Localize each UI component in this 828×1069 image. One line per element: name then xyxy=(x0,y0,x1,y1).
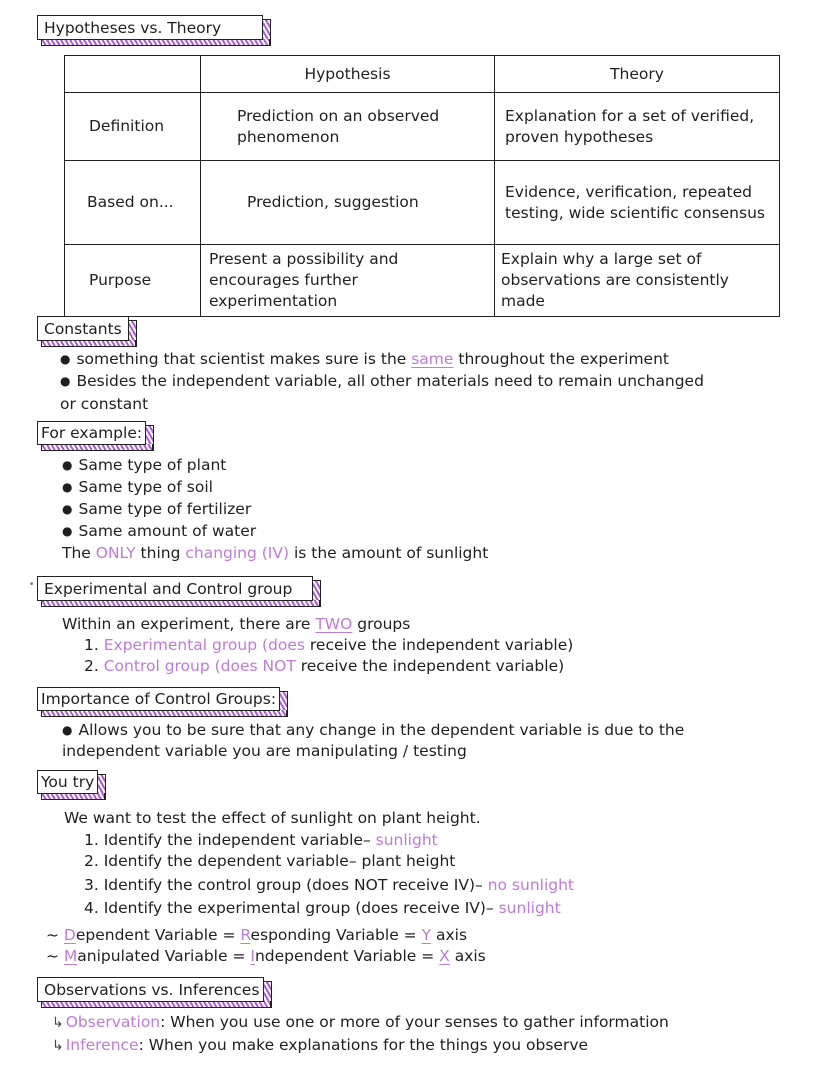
text: is the amount of sunlight xyxy=(289,544,489,562)
row-theory-cell: Explanation for a set of verified, proven hypotheses xyxy=(495,93,780,161)
text: anipulated Variable = xyxy=(77,947,251,965)
margin-mark: • xyxy=(29,580,35,590)
row-hypothesis-cell: Prediction, suggestion xyxy=(201,161,495,245)
text: : When you use one or more of your senses to gather information xyxy=(160,1013,669,1031)
table-header-row xyxy=(65,56,780,93)
group-item-control xyxy=(84,655,564,677)
table-row xyxy=(65,93,780,161)
text: 4. Identify the experimental group (does receive IV)– xyxy=(84,899,499,917)
row-hypothesis-cell: Present a possibility and encourages further experimentation xyxy=(201,245,495,317)
row-label: Definition xyxy=(65,93,201,161)
text: 3. Identify the control group (does NOT receive IV)– xyxy=(84,876,488,894)
heading-constants xyxy=(37,316,129,341)
step-item xyxy=(84,874,574,896)
heading-text: Experimental and Control group xyxy=(44,580,293,598)
highlight-text: Experimental group (does xyxy=(103,636,305,654)
heading-text: Constants xyxy=(44,320,122,338)
importance-bullet-cont: independent variable you are manipulating / testing xyxy=(62,742,467,760)
highlight-text: Observation xyxy=(65,1013,161,1031)
highlight-text: X xyxy=(439,947,450,965)
constants-bullet-2-cont: or constant xyxy=(60,395,149,413)
manipulated-variable-line: ~ Manipulated Variable = Independent Variable = X axis xyxy=(46,947,486,965)
step-item: 2. Identify the dependent variable– plant height xyxy=(84,852,456,870)
text: throughout the experiment xyxy=(453,350,669,368)
highlight-text: sunlight xyxy=(498,899,561,917)
highlight-text: sunlight xyxy=(375,831,438,849)
heading-text: For example: xyxy=(41,424,143,442)
curved-arrow-icon: ↳ xyxy=(52,1038,64,1054)
list-item: ● Same amount of water xyxy=(62,520,256,543)
highlight-text: I xyxy=(250,947,255,965)
constants-bullet-2: ● Besides the independent variable, all other materials need to remain unchanged xyxy=(60,370,704,393)
heading-text: Observations vs. Inferences xyxy=(44,981,260,999)
importance-bullet: ● Allows you to be sure that any change in the dependent variable is due to the xyxy=(62,719,684,742)
heading-text: Importance of Control Groups: xyxy=(41,690,277,708)
text: ependent Variable = xyxy=(75,926,241,944)
dependent-variable-line: ~ Dependent Variable = Responding Variable = Y axis xyxy=(46,926,468,944)
text: ndependent Variable = xyxy=(254,947,440,965)
highlight-text: Y xyxy=(421,926,432,944)
step-item xyxy=(84,829,438,851)
text: something that scientist makes sure is the xyxy=(76,350,412,368)
constants-bullet-1 xyxy=(60,348,669,371)
text: Within an experiment, there are xyxy=(62,615,316,633)
highlight-text: R xyxy=(240,926,251,944)
highlight-text: changing (IV) xyxy=(185,544,290,562)
groups-intro xyxy=(62,613,410,635)
item-number: 2. xyxy=(84,657,99,675)
text: groups xyxy=(352,615,411,633)
only-variable-line xyxy=(62,542,488,564)
observation-definition xyxy=(52,1011,669,1034)
table-row xyxy=(65,161,780,245)
highlight-text: TWO xyxy=(315,615,353,633)
comparison-table xyxy=(64,55,780,317)
highlight-text: same xyxy=(411,350,454,368)
highlight-text: no sunlight xyxy=(487,876,574,894)
row-theory-cell: Evidence, verification, repeated testing, wide scientific consensus xyxy=(495,161,780,245)
inference-definition xyxy=(52,1034,588,1057)
heading-text: You try xyxy=(41,773,95,791)
list-item: ● Same type of soil xyxy=(62,476,213,499)
heading-you-try xyxy=(37,770,98,794)
text: axis xyxy=(431,926,468,944)
heading-hypotheses-vs-theory xyxy=(37,15,263,40)
table-row xyxy=(65,245,780,317)
row-label: Purpose xyxy=(65,245,201,317)
highlight-text: D xyxy=(63,926,76,944)
list-item: ● Same type of fertilizer xyxy=(62,498,251,521)
row-theory-cell: Explain why a large set of observations are consistently made xyxy=(495,245,780,317)
heading-experimental-control xyxy=(37,576,313,601)
highlight-text: M xyxy=(63,947,78,965)
curved-arrow-icon: ↳ xyxy=(52,1015,64,1031)
table-corner-cell xyxy=(65,56,201,93)
heading-importance xyxy=(37,687,280,711)
text: The xyxy=(62,544,96,562)
table-header-hypothesis: Hypothesis xyxy=(201,56,495,93)
text: thing xyxy=(135,544,186,562)
group-item-experimental xyxy=(84,634,573,656)
text: receive the independent variable) xyxy=(295,657,565,675)
highlight-text: Control group (does NOT xyxy=(103,657,296,675)
list-item: ● Same type of plant xyxy=(62,454,226,477)
you-try-intro: We want to test the effect of sunlight on plant height. xyxy=(64,809,481,827)
highlight-text: ONLY xyxy=(95,544,136,562)
highlight-text: Inference xyxy=(65,1036,139,1054)
item-number: 1. xyxy=(84,636,99,654)
step-item xyxy=(84,897,561,919)
text: receive the independent variable) xyxy=(304,636,574,654)
text: esponding Variable = xyxy=(250,926,422,944)
text: 1. Identify the independent variable– xyxy=(84,831,376,849)
text: : When you make explanations for the things you observe xyxy=(138,1036,589,1054)
heading-observations-inferences xyxy=(37,977,264,1002)
row-hypothesis-cell: Prediction on an observed phenomenon xyxy=(201,93,495,161)
text: axis xyxy=(449,947,486,965)
row-label: Based on... xyxy=(65,161,201,245)
table-header-theory: Theory xyxy=(495,56,780,93)
heading-for-example xyxy=(37,421,146,445)
heading-text: Hypotheses vs. Theory xyxy=(44,19,222,37)
